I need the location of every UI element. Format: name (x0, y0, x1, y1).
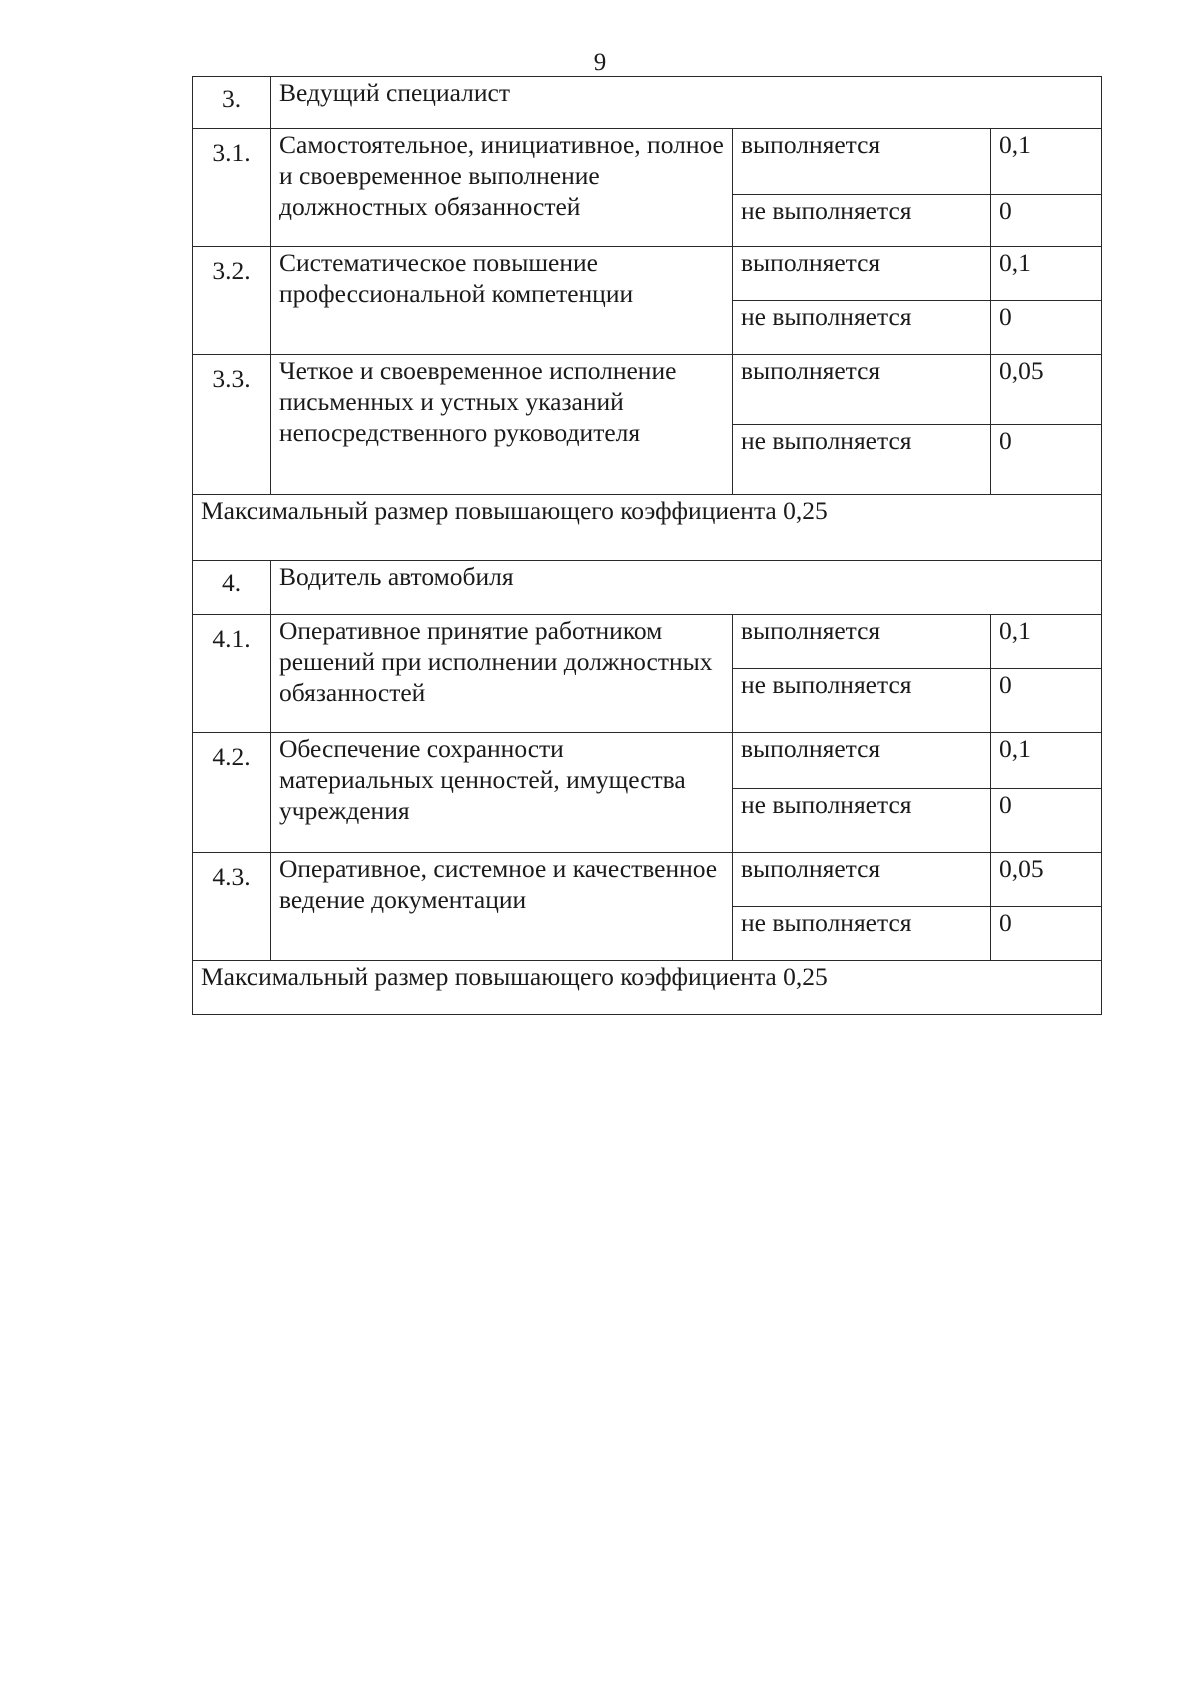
item-number: 4.3. (193, 853, 271, 961)
section-title: Ведущий специалист (271, 77, 1102, 129)
coefficient-value: 0,1 (991, 247, 1102, 301)
table-row (193, 247, 1102, 301)
page-number: 9 (593, 49, 607, 76)
item-number: 3.3. (193, 355, 271, 495)
status-fulfilled: выполняется (733, 129, 991, 195)
section-number: 3. (193, 77, 271, 129)
status-not-fulfilled: не выполняется (733, 669, 991, 733)
summary-row (193, 495, 1102, 561)
max-coefficient-summary: Максимальный размер повышающего коэффициента 0,25 (193, 961, 1102, 1015)
criterion-text: Самостоятельное, инициативное, полное и своевременное выполнение должностных обязанностей (271, 129, 733, 247)
status-not-fulfilled: не выполняется (733, 301, 991, 355)
status-fulfilled: выполняется (733, 853, 991, 907)
status-fulfilled: выполняется (733, 615, 991, 669)
coefficient-value: 0 (991, 195, 1102, 247)
table-row (193, 615, 1102, 669)
coefficient-value: 0 (991, 669, 1102, 733)
status-not-fulfilled: не выполняется (733, 907, 991, 961)
status-fulfilled: выполняется (733, 355, 991, 425)
status-fulfilled: выполняется (733, 733, 991, 789)
status-not-fulfilled: не выполняется (733, 789, 991, 853)
coefficient-value: 0,1 (991, 129, 1102, 195)
section-number: 4. (193, 561, 271, 615)
coefficient-value: 0,05 (991, 355, 1102, 425)
item-number: 3.1. (193, 129, 271, 247)
status-fulfilled: выполняется (733, 247, 991, 301)
table-row (193, 129, 1102, 195)
item-number: 3.2. (193, 247, 271, 355)
coefficient-value: 0 (991, 425, 1102, 495)
coefficient-table (192, 76, 1102, 1015)
coefficient-value: 0 (991, 301, 1102, 355)
criterion-text: Оперативное принятие работником решений при исполнении должностных обязанностей (271, 615, 733, 733)
coefficient-value: 0,05 (991, 853, 1102, 907)
summary-row (193, 961, 1102, 1015)
criterion-text: Систематическое повышение профессиональной компетенции (271, 247, 733, 355)
criterion-text: Обеспечение сохранности материальных ценностей, имущества учреждения (271, 733, 733, 853)
item-number: 4.2. (193, 733, 271, 853)
status-not-fulfilled: не выполняется (733, 195, 991, 247)
status-not-fulfilled: не выполняется (733, 425, 991, 495)
coefficient-value: 0,1 (991, 733, 1102, 789)
table-row (193, 853, 1102, 907)
table-row (193, 355, 1102, 425)
coefficient-value: 0 (991, 789, 1102, 853)
coefficient-value: 0,1 (991, 615, 1102, 669)
item-number: 4.1. (193, 615, 271, 733)
section-title: Водитель автомобиля (271, 561, 1102, 615)
section-row (193, 77, 1102, 129)
table-row (193, 733, 1102, 789)
max-coefficient-summary: Максимальный размер повышающего коэффициента 0,25 (193, 495, 1102, 561)
coefficient-value: 0 (991, 907, 1102, 961)
section-row (193, 561, 1102, 615)
criterion-text: Оперативное, системное и качественное ведение документации (271, 853, 733, 961)
criterion-text: Четкое и своевременное исполнение письменных и устных указаний непосредственного руководителя (271, 355, 733, 495)
